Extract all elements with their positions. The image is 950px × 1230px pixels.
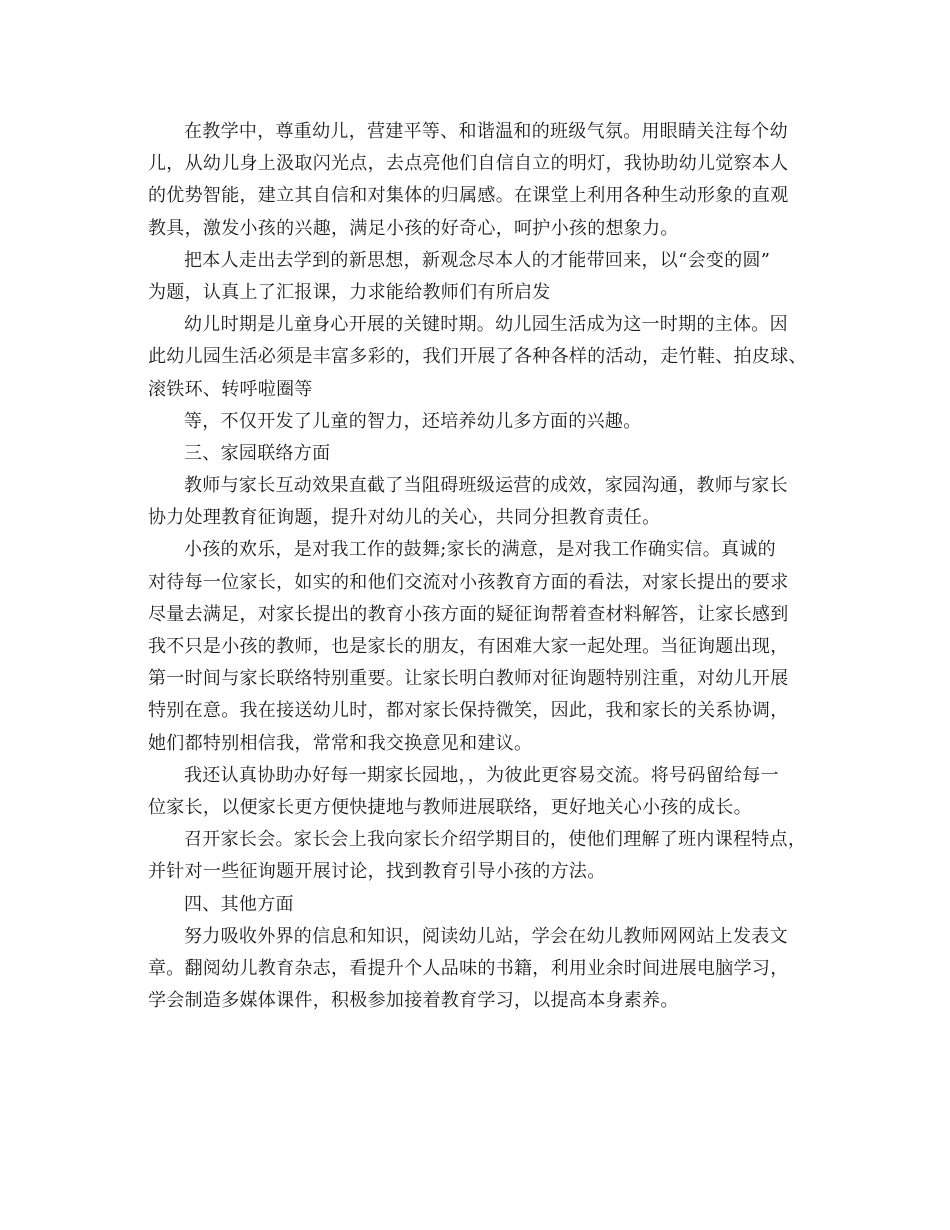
text-line: 第一时间与家长联络特别重要。让家长明白教师对征询题特别注重，对幼儿开展 bbox=[148, 668, 789, 690]
text-line: 儿，从幼儿身上汲取闪光点，去点亮他们自信自立的明灯，我协助幼儿觉察本人 bbox=[148, 153, 789, 175]
text-line: 我不只是小孩的教师，也是家长的朋友，有困难大家一起处理。当征询题出现， bbox=[148, 636, 789, 657]
text-line: 小孩的欢乐，是对我工作的鼓舞;家长的满意，是对我工作确实信。真诚的 bbox=[184, 539, 776, 561]
text-line: 教师与家长互动效果直截了当阻碍班级运营的成效，家园沟通，教师与家长 bbox=[184, 475, 788, 497]
text-line: 对待每一位家长，如实的和他们交流对小孩教育方面的看法，对家长提出的要求 bbox=[148, 571, 789, 593]
text-line: 特别在意。我在接送幼儿时，都对家长保持微笑，因此，我和家长的关系协调， bbox=[148, 700, 789, 722]
text-line: 四、其他方面 bbox=[184, 893, 294, 915]
text-line: 三、家园联络方面 bbox=[184, 442, 331, 464]
text-line: 并针对一些征询题开展讨论，找到教育引导小孩的方法。 bbox=[148, 861, 606, 883]
text-line: 协力处理教育征询题，提升对幼儿的关心，共同分担教育责任。 bbox=[148, 507, 661, 529]
text-line: 教具，激发小孩的兴趣，满足小孩的好奇心，呵护小孩的想象力。 bbox=[148, 217, 679, 239]
text-line: 学会制造多媒体课件，积极参加接着教育学习，以提高本身素养。 bbox=[148, 990, 679, 1012]
text-line: 努力吸收外界的信息和知识，阅读幼儿站，学会在幼儿教师网网站上发表文 bbox=[184, 925, 788, 947]
text-line: 为题，认真上了汇报课，力求能给教师们有所启发 bbox=[148, 281, 551, 303]
text-line: 把本人走出去学到的新思想，新观念尽本人的才能带回来，以“会变的圆” bbox=[184, 249, 771, 271]
text-line: 在教学中，尊重幼儿，营建平等、和谐温和的班级气氛。用眼睛关注每个幼 bbox=[184, 121, 788, 142]
text-line: 她们都特别相信我，常常和我交换意见和建议。 bbox=[148, 732, 533, 754]
text-line: 此幼儿园生活必须是丰富多彩的，我们开展了各种各样的活动，走竹鞋、拍皮球、 bbox=[148, 346, 807, 368]
text-line: 等，不仅开发了儿童的智力，还培养幼儿多方面的兴趣。 bbox=[184, 410, 642, 432]
text-line: 召开家长会。家长会上我向家长介绍学期目的，使他们理解了班内课程特点， bbox=[184, 829, 807, 851]
document-body bbox=[148, 116, 808, 1017]
text-line: 我还认真协助办好每一期家长园地，，为彼此更容易交流。将号码留给每一 bbox=[184, 764, 779, 786]
text-line: 幼儿时期是儿童身心开展的关键时期。幼儿园生活成为这一时期的主体。因 bbox=[184, 314, 788, 336]
text-line: 的优势智能，建立其自信和对集体的归属感。在课堂上利用各种生动形象的直观 bbox=[148, 185, 789, 207]
text-line: 章。翻阅幼儿教育杂志，看提升个人品味的书籍，利用业余时间进展电脑学习， bbox=[148, 957, 789, 979]
text-line: 位家长，以便家长更方便快捷地与教师进展联络，更好地关心小孩的成长。 bbox=[148, 796, 752, 818]
text-line: 尽量去满足，对家长提出的教育小孩方面的疑征询帮着查材料解答，让家长感到 bbox=[148, 603, 789, 625]
text-line: 滚铁环、转呼啦圈等 bbox=[148, 378, 313, 400]
